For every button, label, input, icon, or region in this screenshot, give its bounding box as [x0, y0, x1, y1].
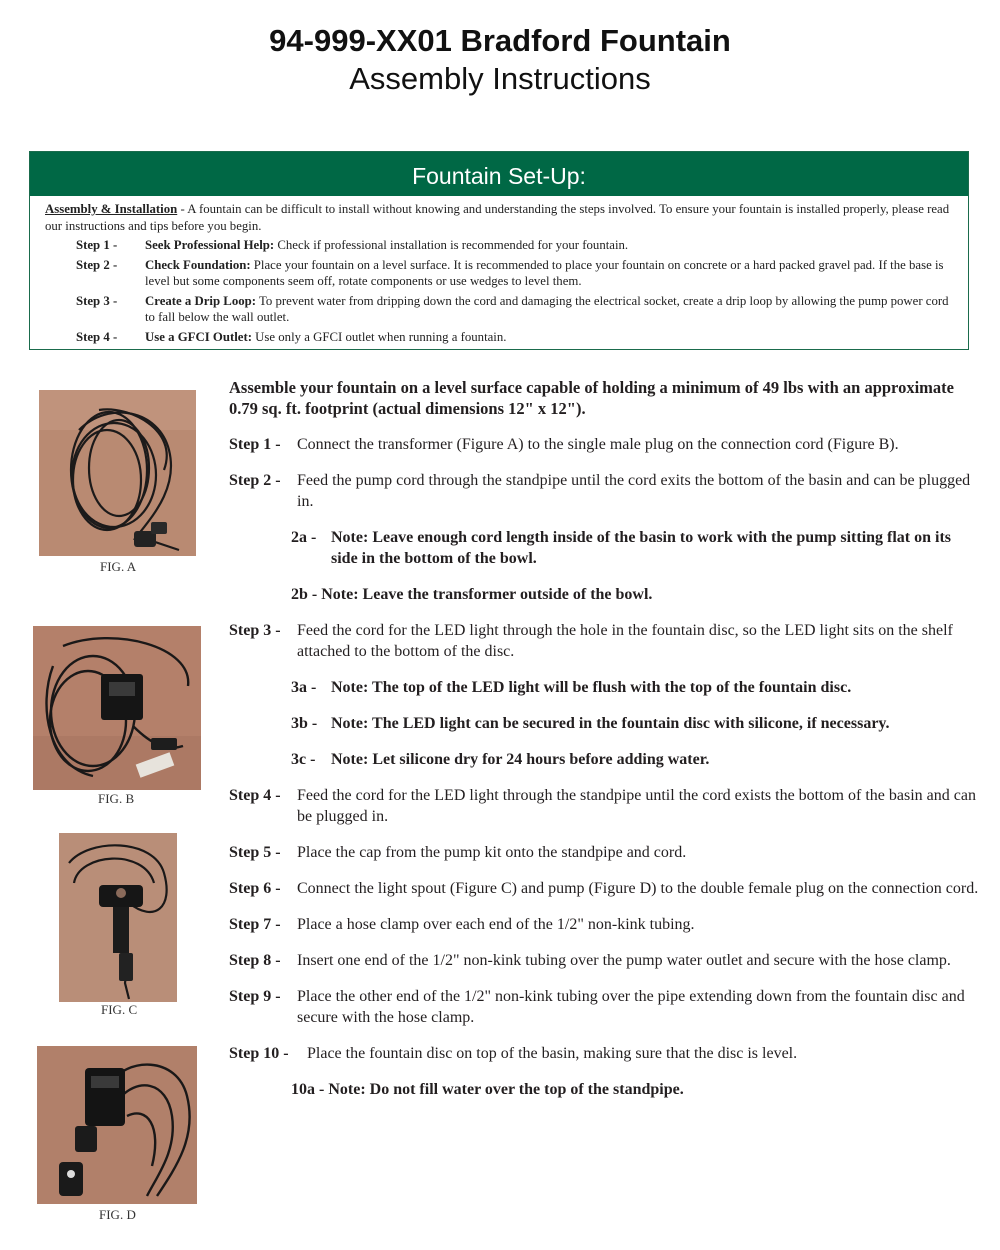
- page-header: [0, 22, 1000, 98]
- instruction-note: [229, 677, 979, 698]
- step-number: Step 5 -: [229, 844, 281, 861]
- step-text: Feed the cord for the LED light through the standpipe until the cord exists the bottom of the basin and can be plugged in.: [297, 787, 976, 825]
- figure-a-photo: [39, 390, 196, 556]
- instruction-step: [229, 842, 979, 863]
- instruction-step: [229, 950, 979, 971]
- instruction-step: [229, 620, 979, 662]
- instruction-step: [229, 878, 979, 899]
- note-number: 3b -: [291, 715, 318, 732]
- figure-c-caption: FIG. C: [101, 1002, 138, 1017]
- setup-body: [30, 196, 968, 345]
- instruction-step: [229, 470, 979, 512]
- assembly-instructions: [229, 377, 979, 1115]
- instruction-step: [229, 914, 979, 935]
- setup-panel: [29, 151, 969, 350]
- note-text: Note: The LED light can be secured in the fountain disc with silicone, if necessary.: [331, 715, 890, 732]
- transformer-image: [33, 626, 201, 790]
- step-text: Place the other end of the 1/2" non-kink tubing over the pipe extending down from the fountain disc and secure with the hose clamp.: [297, 988, 965, 1026]
- page-title: 94-999-XX01 Bradford Fountain: [269, 23, 731, 58]
- pump-image: [37, 1046, 197, 1204]
- step-text: Connect the light spout (Figure C) and pump (Figure D) to the double female plug on the connection cord.: [297, 880, 979, 897]
- figure-d-caption: FIG. D: [99, 1207, 136, 1222]
- setup-step-heading: Check Foundation:: [145, 257, 251, 272]
- setup-intro-text: - A fountain can be difficult to install without knowing and understanding the steps involved. To ensure your fountain is installed properly, please read our instructions and tips before you begin.: [45, 202, 950, 233]
- note-number: 2a -: [291, 529, 317, 546]
- instruction-step: [229, 785, 979, 827]
- setup-step-heading: Create a Drip Loop:: [145, 293, 257, 308]
- step-number: Step 4 -: [229, 787, 281, 804]
- step-text: Insert one end of the 1/2" non-kink tubing over the pump water outlet and secure with the hose clamp.: [297, 952, 951, 969]
- step-text: Place a hose clamp over each end of the 1/2" non-kink tubing.: [297, 916, 695, 933]
- figure-b-caption: FIG. B: [98, 791, 135, 806]
- setup-step: [45, 293, 954, 326]
- step-number: Step 8 -: [229, 952, 281, 969]
- instruction-step: [229, 434, 979, 455]
- note-number: 3a -: [291, 679, 317, 696]
- note-number: 2b -: [291, 586, 318, 603]
- setup-step-text: To prevent water from dripping down the cord and damaging the electrical socket, create a drip loop by allowing the pump power cord to fall below the wall outlet.: [145, 293, 949, 324]
- setup-intro-lead: Assembly & Installation: [45, 202, 178, 216]
- instruction-note: [229, 584, 979, 605]
- figure-b-photo: [33, 626, 201, 790]
- instruction-note: [229, 749, 979, 770]
- setup-step: [45, 257, 954, 290]
- step-number: Step 10 -: [229, 1045, 289, 1062]
- instruction-note: [229, 527, 979, 569]
- instructions-intro: Assemble your fountain on a level surface capable of holding a minimum of 49 lbs with an approximate 0.79 sq. ft. footprint (actual dimensions 12" x 12").: [229, 378, 954, 418]
- note-number: 10a -: [291, 1081, 325, 1098]
- page-subtitle: Assembly Instructions: [349, 61, 651, 96]
- setup-step: [45, 329, 954, 346]
- figure-d-photo: [37, 1046, 197, 1204]
- note-text: Note: Do not fill water over the top of the standpipe.: [324, 1081, 684, 1098]
- setup-step-text: Check if professional installation is recommended for your fountain.: [274, 238, 629, 252]
- note-text: Note: Let silicone dry for 24 hours before adding water.: [331, 751, 710, 768]
- connection-cord-image: [39, 390, 196, 556]
- step-text: Place the fountain disc on top of the basin, making sure that the disc is level.: [307, 1045, 798, 1062]
- step-text: Feed the pump cord through the standpipe until the cord exits the bottom of the basin and can be plugged in.: [297, 472, 971, 510]
- step-number: Step 3 -: [229, 622, 281, 639]
- setup-step-number: Step 4 -: [76, 329, 118, 344]
- setup-step-text: Place your fountain on a level surface. It is recommended to place your fountain on concrete or a hard packed gravel pad. If the base is level but some components seem off, rotate components or use wedges to level them.: [145, 257, 944, 288]
- setup-intro: [45, 201, 954, 234]
- setup-step-number: Step 2 -: [76, 257, 118, 272]
- note-number: 3c -: [291, 751, 316, 768]
- step-number: Step 2 -: [229, 472, 281, 489]
- setup-step-number: Step 3 -: [76, 293, 118, 308]
- step-number: Step 6 -: [229, 880, 281, 897]
- step-number: Step 1 -: [229, 436, 281, 453]
- setup-heading: Fountain Set-Up:: [30, 152, 968, 196]
- note-text: Note: The top of the LED light will be flush with the top of the fountain disc.: [331, 679, 852, 696]
- light-spout-image: [59, 833, 177, 1002]
- step-text: Connect the transformer (Figure A) to the single male plug on the connection cord (Figure B).: [297, 436, 899, 453]
- instruction-note: [229, 713, 979, 734]
- step-text: Feed the cord for the LED light through the hole in the fountain disc, so the LED light sits on the shelf attached to the bottom of the disc.: [297, 622, 953, 660]
- setup-step-heading: Use a GFCI Outlet:: [145, 329, 252, 344]
- note-text: Note: Leave enough cord length inside of the basin to work with the pump sitting flat on its side in the bottom of the bowl.: [331, 529, 952, 567]
- instruction-step: [229, 986, 979, 1028]
- step-text: Place the cap from the pump kit onto the standpipe and cord.: [297, 844, 687, 861]
- instruction-step: [229, 1043, 979, 1064]
- figure-a-caption: FIG. A: [100, 559, 137, 574]
- setup-step: [45, 237, 954, 254]
- note-text: Note: Leave the transformer outside of the bowl.: [317, 586, 653, 603]
- setup-step-number: Step 1 -: [76, 238, 118, 252]
- setup-step-heading: Seek Professional Help:: [145, 238, 275, 252]
- step-number: Step 9 -: [229, 988, 281, 1005]
- instruction-note: [229, 1079, 979, 1100]
- step-number: Step 7 -: [229, 916, 281, 933]
- figure-c-photo: [59, 833, 177, 1002]
- setup-step-text: Use only a GFCI outlet when running a fountain.: [251, 329, 507, 344]
